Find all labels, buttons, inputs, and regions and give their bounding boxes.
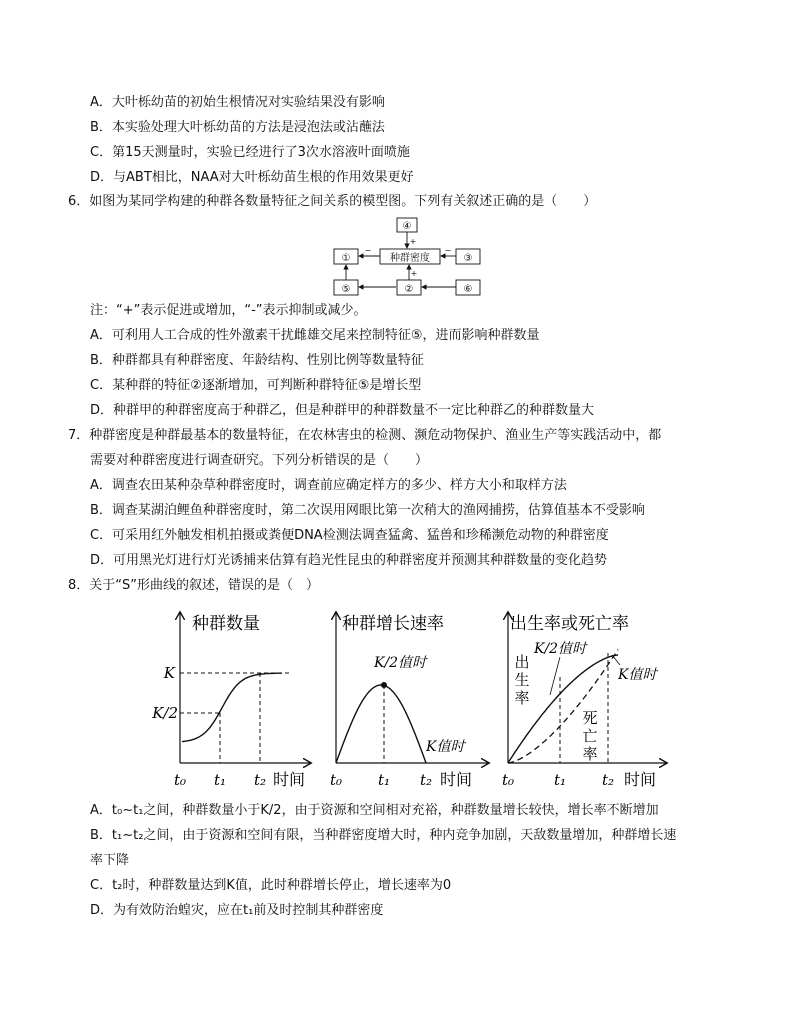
t1-label: t₁ bbox=[213, 771, 227, 789]
q5-option-b: B．本实验处理大叶栎幼苗的方法是浸泡法或沾蘸法 bbox=[90, 120, 385, 135]
q7-stem-line1: 7．种群密度是种群最基本的数量特征，在农林害虫的检测、濒危动物保护、渔业生产等实践活动中，都 bbox=[68, 428, 662, 443]
q6-option-a: A．可利用人工合成的性外激素干扰雌雄交尾来控制特征⑤，进而影响种群数量 bbox=[90, 328, 540, 343]
center-density: 种群密度 bbox=[390, 253, 430, 264]
t2-label: t₂ bbox=[419, 771, 433, 789]
k-annotation: K值时 bbox=[618, 667, 657, 683]
q6-note: 注：“+”表示促进或增加，“-”表示抑制或减少。 bbox=[90, 303, 367, 318]
death-rate-label bbox=[582, 709, 597, 763]
k-half-annotation: K/2值时 bbox=[374, 655, 427, 671]
q7-option-d: D．可用黑光灯进行灯光诱捕来估算有趋光性昆虫的种群密度并预测其种群数量的变化趋势 bbox=[90, 553, 608, 568]
t1-label: t₁ bbox=[553, 771, 567, 789]
x-axis-label: 时间 bbox=[624, 770, 657, 789]
death-label-char-2: 亡 bbox=[582, 727, 598, 745]
k-half-label: K/2 bbox=[152, 704, 178, 722]
chart2-title: 种群增长速率 bbox=[342, 614, 444, 634]
t0-label: t₀ bbox=[501, 771, 515, 789]
x-axis-label: 时间 bbox=[273, 770, 306, 789]
q6-option-d: D．种群甲的种群密度高于种群乙，但是种群甲的种群数量不一定比种群乙的种群数量大 bbox=[90, 403, 595, 418]
x-axis-label: 时间 bbox=[440, 770, 473, 789]
plus-sign-top: + bbox=[409, 237, 417, 246]
plus-sign-bottom: + bbox=[410, 269, 418, 278]
q6-stem: 6．如图为某同学构建的种群各数量特征之间关系的模型图。下列有关叙述正确的是（ ） bbox=[68, 194, 597, 209]
k-half-annotation: K/2值时 bbox=[534, 641, 587, 657]
t0-label: t₀ bbox=[173, 771, 187, 789]
k-pointer bbox=[612, 655, 620, 665]
q5-option-d: D．与ABT相比，NAA对大叶栎幼苗生根的作用效果更好 bbox=[90, 170, 414, 185]
chart1-title: 种群数量 bbox=[192, 614, 260, 634]
birth-label-char-1: 出 bbox=[514, 653, 530, 671]
population-feature-diagram bbox=[330, 216, 490, 300]
q7-option-b: B．调查某湖泊鲤鱼种群密度时，第二次误用网眼比第一次稍大的渔网捕捞，估算值基本不受影响 bbox=[90, 503, 645, 518]
t2-label: t₂ bbox=[253, 771, 267, 789]
k-half-pointer bbox=[550, 657, 560, 695]
node-4: ④ bbox=[402, 221, 412, 232]
chart-growth-rate bbox=[318, 603, 498, 793]
q8-stem: 8．关于“S”形曲线的叙述，错误的是（ ） bbox=[68, 578, 319, 593]
bell-curve bbox=[336, 685, 426, 763]
q7-option-c: C．可采用红外触发相机拍摄或粪便DNA检测法调查猛禽、猛兽和珍稀濒危动物的种群密度 bbox=[90, 528, 609, 543]
birth-label-char-2: 生 bbox=[514, 671, 530, 689]
minus-sign-right: − bbox=[444, 246, 452, 255]
peak-point bbox=[381, 682, 387, 688]
chart3-title: 出生率或死亡率 bbox=[510, 614, 629, 634]
t0-label: t₀ bbox=[329, 771, 343, 789]
death-label-char-3: 率 bbox=[582, 745, 598, 763]
chart-population-size bbox=[140, 603, 320, 793]
q7-stem-line2: 需要对种群密度进行调查研究。下列分析错误的是（ ） bbox=[90, 453, 429, 468]
death-label-char-1: 死 bbox=[582, 709, 598, 727]
k-label: K bbox=[163, 664, 175, 682]
node-2: ② bbox=[404, 284, 414, 295]
k-annotation: K值时 bbox=[426, 739, 465, 755]
birth-label-char-3: 率 bbox=[514, 689, 530, 707]
q7-option-a: A．调查农田某种杂草种群密度时，调查前应确定样方的多少、样方大小和取样方法 bbox=[90, 478, 567, 493]
q5-option-a: A．大叶栎幼苗的初始生根情况对实验结果没有影响 bbox=[90, 95, 385, 110]
birth-rate-label bbox=[514, 653, 529, 707]
chart-birth-death-rate bbox=[494, 603, 674, 793]
q5-option-c: C．第15天测量时，实验已经进行了3次水溶液叶面喷施 bbox=[90, 145, 410, 160]
node-6: ⑥ bbox=[463, 284, 473, 295]
s-curve bbox=[182, 673, 282, 742]
node-3: ③ bbox=[463, 253, 473, 264]
t1-label: t₁ bbox=[377, 771, 391, 789]
minus-sign-left: − bbox=[364, 246, 372, 255]
q6-option-b: B．种群都具有种群密度、年龄结构、性别比例等数量特征 bbox=[90, 353, 424, 368]
q8-option-d: D．为有效防治蝗灾，应在t₁前及时控制其种群密度 bbox=[90, 903, 384, 918]
q8-option-c: C．t₂时，种群数量达到K值，此时种群增长停止，增长速率为0 bbox=[90, 878, 452, 893]
q8-option-b-line1: B．t₁~t₂之间，由于资源和空间有限，当种群密度增大时，种内竞争加剧，天敌数量增加，种群增长速 bbox=[90, 828, 677, 843]
node-5: ⑤ bbox=[341, 284, 351, 295]
q8-option-a: A．t₀~t₁之间，种群数量小于K/2，由于资源和空间相对充裕，种群数量增长较快，增长率不断增加 bbox=[90, 803, 659, 818]
q8-option-b-line2: 率下降 bbox=[90, 853, 130, 868]
node-1: ① bbox=[341, 253, 351, 264]
q6-option-c: C．某种群的特征②逐渐增加，可判断种群特征⑤是增长型 bbox=[90, 378, 422, 393]
t2-label: t₂ bbox=[601, 771, 615, 789]
